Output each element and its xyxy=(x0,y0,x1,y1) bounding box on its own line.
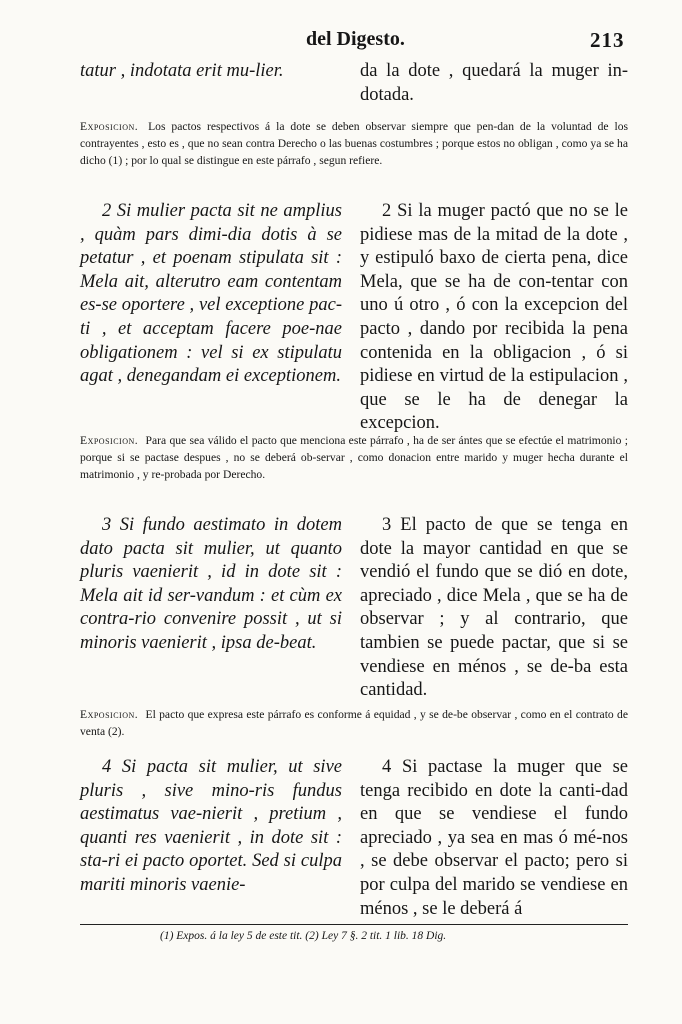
latin-text-2: 2 Si mulier pacta sit ne amplius , quàm pars dimi-dia dotis à se petatur , et poenam stipulata sit : Mela ait, alterutro eam contentam es-se oportere , vel exceptione pac-ti , et acceptam facere poe-nae obligationem : vel si ex stipulatu agat , denegandam ei exceptionem. xyxy=(80,201,342,387)
running-head: del Digesto. xyxy=(306,28,405,50)
exposition-1 xyxy=(80,118,628,169)
spanish-text-1: da la dote , quedará la muger in-dotada. xyxy=(360,61,628,105)
footnotes: (1) Expos. á la ley 5 de este tit. (2) Ley 7 §. 2 tit. 1 lib. 18 Dig. xyxy=(160,930,447,942)
spanish-text-4: 4 Si pactase la muger que se tenga recibido en dote la canti-dad en que se vendiese el fundo apreciado , ya sea en mas ó mé-nos , se debe observar el pacto; pero si por culpa del marido se vendiese en ménos , se le deberá á xyxy=(360,757,628,919)
exposition-label: Exposicion. xyxy=(80,434,139,447)
page-header xyxy=(0,28,682,54)
latin-text-4: 4 Si pacta sit mulier, ut sive pluris , sive mino-ris fundus aestimatus vae-nierit , pretium , quanti res vaenierit , in dote sit : sta-ri ei pacto oportet. Sed si culpa mariti minoris vaenie- xyxy=(80,757,342,895)
spanish-text-2: 2 Si la muger pactó que no se le pidiese mas de la mitad de la dote , y estipuló baxo de cierta pena, dice Mela, que se ha de con-tentar con uno ú otro , ó con la excepcion del pacto , dando por recibida la pena contenida en la obligacion , ó si pidiese en virtud de la estipulacion , que se le ha de denegar la excepcion. xyxy=(360,201,628,434)
page-number: 213 xyxy=(590,28,625,52)
latin-text-3: 3 Si fundo aestimato in dotem dato pacta sit mulier, ut quanto pluris vaenierit , id in dote sit : Mela ait id ser-vandum : et cùm ex contra-rio convenire possit , ut si minoris vaenierit , ipsa de-beat. xyxy=(80,515,342,653)
exposition-label: Exposicion. xyxy=(80,708,139,721)
exposition-label: Exposicion. xyxy=(80,120,139,133)
footnote-rule xyxy=(80,924,628,925)
exposition-2 xyxy=(80,432,628,483)
exposition-text: El pacto que expresa este párrafo es conforme á equidad , y se de-be observar , como en el contrato de venta (2). xyxy=(80,708,628,738)
exposition-text: Para que sea válido el pacto que menciona este párrafo , ha de ser ántes que se efectúe el matrimonio ; porque si se pactase despues , no se deberá ob-servar , como donacion entre marido y muger hecha durante el matrimonio , y re-probada por Derecho. xyxy=(80,434,628,481)
exposition-text: Los pactos respectivos á la dote se deben observar siempre que pen-dan de la voluntad de los contrayentes , esto es , que no sean contra Derecho o las buenas costumbres ; porque estos no obligan , como ya se ha dicho (1) ; por lo qual se distingue en este párrafo , segun refiere. xyxy=(80,120,628,167)
exposition-3 xyxy=(80,706,628,740)
latin-text-1: tatur , indotata erit mu-lier. xyxy=(80,61,284,81)
spanish-text-3: 3 El pacto de que se tenga en dote la mayor cantidad en que se vendió el fundo que se dió en dote, apreciado , dice Mela , que se ha de observar ; y al contrario, que tambien se puede pactar, que si se vendiese en ménos , se de-ba esta cantidad. xyxy=(360,515,628,701)
